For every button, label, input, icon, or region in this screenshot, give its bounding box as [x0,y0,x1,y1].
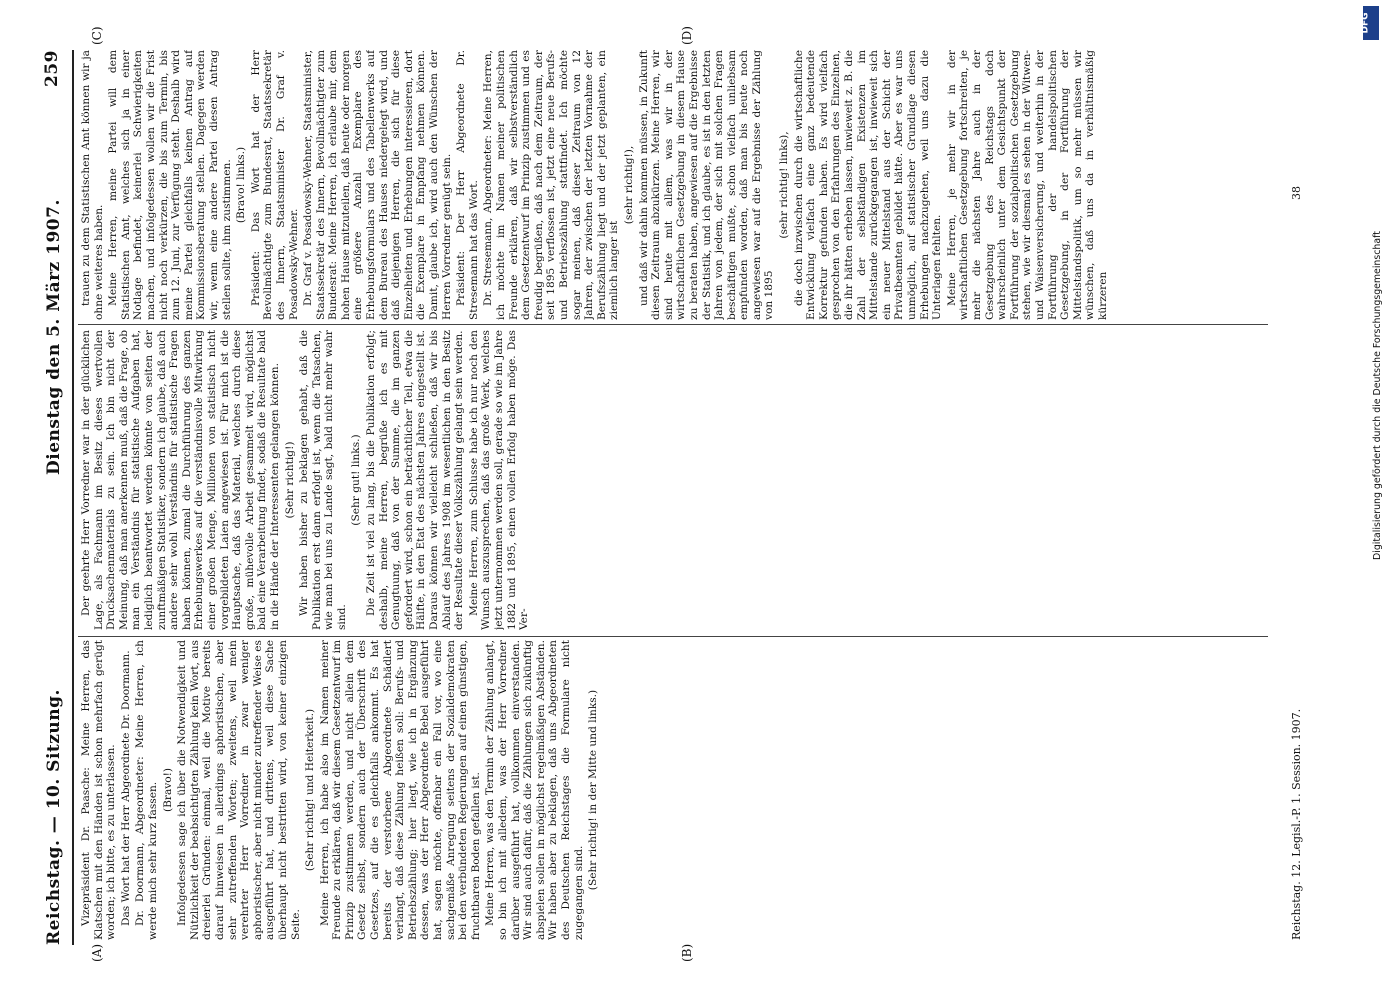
paragraph: Vizepräsident Dr. Paasche: Meine Herren, das Klatschen mit den Händen ist schon mehrfach gerügt worden; ich bitte, es zu unterlassen. [80,640,118,940]
paragraph: (Sehr gut! links.) [350,434,363,526]
paragraph: Das Wort hat der Herr Abgeordnete Dr. Doormann. [119,650,132,926]
paragraph: Meine Herren, zum Schlusse habe ich nur noch den Wunsch auszusprechen, daß das große Werk, welches jetzt unternommen werden soll, gerade so wie im Jahre 1882 und 1895, einen vollen Erfolg haben möge. Das Ver- [467,330,531,630]
paragraph: Der geehrte Herr Vorredner war in der glücklichen Lage, als Fachmann im Besitz dieses wertvollen Drucksachenmaterials zu sein. Ich bin nicht der Meinung, daß man anerkennen muß, daß die Frage, ob man ein Verständnis für statistische Aufgaben hat, lediglich beantwortet werden könnte von seiten der zunftmäßigen Statistiker, sondern ich glaube, daß auch andere sehr wohl Verständnis für statistische Fragen haben können, zumal die Durchführung des ganzen Erhebungswerkes auf die verständnisvolle Mitwirkung einer großen Menge, Millionen von statistisch nicht vorgebildeten Laien angewiesen ist. Für mich ist die Hauptsache, daß das Material, welches durch diese große, mühevolle Arbeit gesammelt wird, möglichst bald eine Verarbeitung findet, sodaß die Resultate bald in die Hände der Interessenten gelangen können. [80,330,281,630]
paragraph: und daß wir dahin kommen müssen, in Zukunft diesen Zeitraum abzukürzen. Meine Herren, wir sind heute mit allem, was wir in der wirtschaftlichen Gesetzgebung in diesem Hause zu beraten haben, angewiesen auf die Ergebnisse der Statistik, und ich glaube, es ist in den letzten Jahren von jedem, der sich mit solchen Fragen beschäftigen mußte, schon vielfach unliebsam empfunden worden, daß man bis heute noch angewiesen war auf die Ergebnisse der Zählung von 1895 [637,50,776,320]
margin-marker-d: (D) [680,26,694,45]
footer-number: 38 [1290,186,1303,200]
margin-marker-a: (A) [90,943,104,962]
paragraph: die doch inzwischen durch die wirtschaftliche Entwicklung vielfach eine ganz bedeutende Korrektur gefunden haben. Es wird vielfach gesprochen von den Erfahrungen des Einzelnen, die ihr hätten erheben lassen, inwieweit z. B. die Zahl der selbständigen Existenzen im Mittelstande zurückgegangen ist, inwieweit sich ein neuer Mittelstand aus der Schicht der Privatbeamten gebildet hätte. Aber es war uns unmöglich, auf statistischer Grundlage diesen Erhebungen nachzugehen, weil uns dazu die Unterlagen fehlten. [792,50,944,320]
paragraph: (Sehr richtig! in der Mitte und links.) [587,689,600,891]
column-1 [80,640,1280,940]
paragraph: Meine Herren, was den Termin der Zählung anlangt, so bin ich mit alledem, was der Herr Vorredner darüber ausgeführt hat, vollkommen einverstanden. Wir sind auch dafür, daß die Zählungen sich zukünftig abspielen sollen in möglichst regelmäßigen Abständen. Wir haben aber zu beklagen, daß uns Abgeordneten des Deutschen Reichstages die Formulare nicht zugegangen sind. [484,640,585,940]
paragraph: (Bravo!) [161,767,174,813]
header-date: Dienstag den 5. März 1907. [44,199,64,475]
paragraph: Meine Herren, je mehr wir in der wirtschaftlichen Gesetzgebung fortschreiten, je mehr die nächsten Jahre auch in der Gesetzgebung des Reichstags doch wahrscheinlich unter dem Gesichtspunkt der Fortführung der sozialpolitischen Gesetzgebung stehen, wie wir diesmal es sehen in der Witwen- und Waisenversicherung, und weiterhin in der Fortführung der handelspolitischen Gesetzgebung, in der Fortführung der Mittelstandspolitik, um so mehr müssen wir wünschen, daß uns da in verhältnismäßig kürzeren [945,50,1109,320]
column-rule-1 [78,636,1268,637]
dfg-logo: DFG [1363,6,1379,40]
paragraph: Meine Herren, meine Partei will dem Statistischen Amt, welches sich ja in einer Notlage befindet, keinerlei Schwierigkeiten machen, und infolgedessen wollen wir die Frist nicht noch verkürzen, die bis zum Termin, bis zum 12. Juni, zur Verfügung steht. Deshalb wird meine Partei gleichfalls keinen Antrag auf Kommissionsberatung stellen. Dagegen werden wir, wenn eine andere Partei diesen Antrag stellen sollte, ihm zustimmen. [107,50,233,320]
paragraph: trauen zu dem Statistischen Amt können wir ja ohne weiteres haben. [80,50,105,320]
column-rule-2 [78,324,1268,325]
paragraph: (Sehr richtig! und Heiterkeit.) [304,708,317,872]
paragraph: Dr. Graf v. Posadowsky-Wehner, Staatsminister, Staatssekretär des Innern, Bevollmächtigter zum Bundesrat: Meine Herren, ich erlaube mir, dem hohen Hause mitzuteilen, daß heute oder morgen eine größere Anzahl Exemplare des Erhebungsformulars und des Tabellenwerks auf dem Bureau des Hauses niedergelegt wird, und daß diejenigen Herren, die sich für diese Einzelheiten und Erhebungen interessieren, dort die Exemplare in Empfang nehmen können. Damit, glaube ich, wird auch den Wünschen der Herren Vorredner genügt sein. [302,50,453,320]
page-header [40,50,70,945]
margin-marker-c: (C) [90,26,104,45]
paragraph: Wir haben bisher zu beklagen gehabt, daß die Publikation erst dann erfolgt ist, wenn die Tatsachen, wie man bei uns zu Lande sagt, bald nicht mehr wahr sind. [298,330,348,630]
paragraph: (Bravo! links.) [235,146,248,224]
header-rule [72,50,74,945]
paragraph: Präsident: Der Herr Abgeordnete Dr. Stresemann hat das Wort. [455,50,480,320]
margin-marker-b: (B) [680,943,694,962]
paragraph: Die Zeit ist viel zu lang, bis die Publikation erfolgt; deshalb, meine Herren, begrüße ich es mit Genugtuung, daß von der Summe, die im ganzen gefordert wird, schon ein beträchtlicher Teil, etwa die Hälfte, in den Etat des nächsten Jahres eingestellt ist. Daraus können wir vielleicht schließen, daß wir bis Ablauf des Jahres 1908 im wesentlichen in den Besitz der Resultate dieser Volkszählung gelangt sein werden. [365,330,466,630]
digitization-credit: Digitalisierung gefördert durch die Deutsche Forschungsgemeinschaft [1372,231,1383,560]
paragraph: (Sehr richtig!) [283,441,296,519]
paragraph: Infolgedessen sage ich über die Notwendigkeit und Nützlichkeit der beabsichtigten Zählung kein Wort, aus dreierlei Gründen: einmal, weil die Motive bereits darauf hinweisen in allerdings aphoristischen, aber sehr zutreffenden Worten; zweitens, weil mein verehrter Herr Vorredner in zwar weniger aphoristischer, aber nicht minder zutreffender Weise es ausgeführt hat, und drittens, weil diese Sache überhaupt nicht bestritten wird, von keiner einzigen Seite. [176,640,302,940]
column-2 [80,330,1215,630]
footer-session: Reichstag. 12. Legisl.-P. 1. Session. 1907. [1290,708,1303,940]
paragraph: (sehr richtig!), [622,145,635,225]
column-3 [80,50,1215,320]
paragraph: Meine Herren, ich habe also im Namen meiner Freunde zu erklären, daß wir diesem Gesetzentwurf im Prinzip zustimmen werden, und nicht allein dem Gesetz selbst, sondern auch der Überschrift des Gesetzes, auf die es gleichfalls ankommt. Es hat bereits der verstorbene Abgeordnete Schädlert verlangt, daß diese Zählung heißen soll: Berufs- und Betriebszählung; hier liegt, wie ich in Ergänzung dessen, was der Herr Abgeordnete Bebel ausgeführt hat, sagen möchte, offenbar ein Fall vor, wo eine sachgemäße Anregung seitens der Sozialdemokraten bei den verbündeten Regierungen auf einen günstigen, fruchtbaren Boden gefallen ist. [318,640,482,940]
header-left: Reichstag. — 10. Sitzung. [44,689,64,945]
paragraph: Dr. Stresemann, Abgeordneter: Meine Herren, ich möchte im Namen meiner politischen Freunde erklären, daß wir selbstverständlich dem Gesetzentwurf im Prinzip zustimmen und es freudig begrüßen, daß nach dem Zeitraum, der seit 1895 verflossen ist, jetzt eine neue Berufs- und Betriebszählung stattfindet. Ich möchte sogar meinen, daß dieser Zeitraum von 12 Jahren, der zwischen der letzten Vornahme der Berufszählung liegt und der jetzt geplanten, ein ziemlich langer ist [482,50,621,320]
page-number: 259 [42,50,62,87]
paragraph: (sehr richtig! links), [778,131,791,239]
paragraph: Dr. Doormann, Abgeordneter: Meine Herren, ich werde mich sehr kurz fassen. [134,640,159,940]
paragraph: Präsident: Das Wort hat der Herr Bevollmächtigte zum Bundesrat, Staatssekretär des Innern, Staatsminister Dr. Graf v. Posadowsky-Wehner. [249,50,300,320]
